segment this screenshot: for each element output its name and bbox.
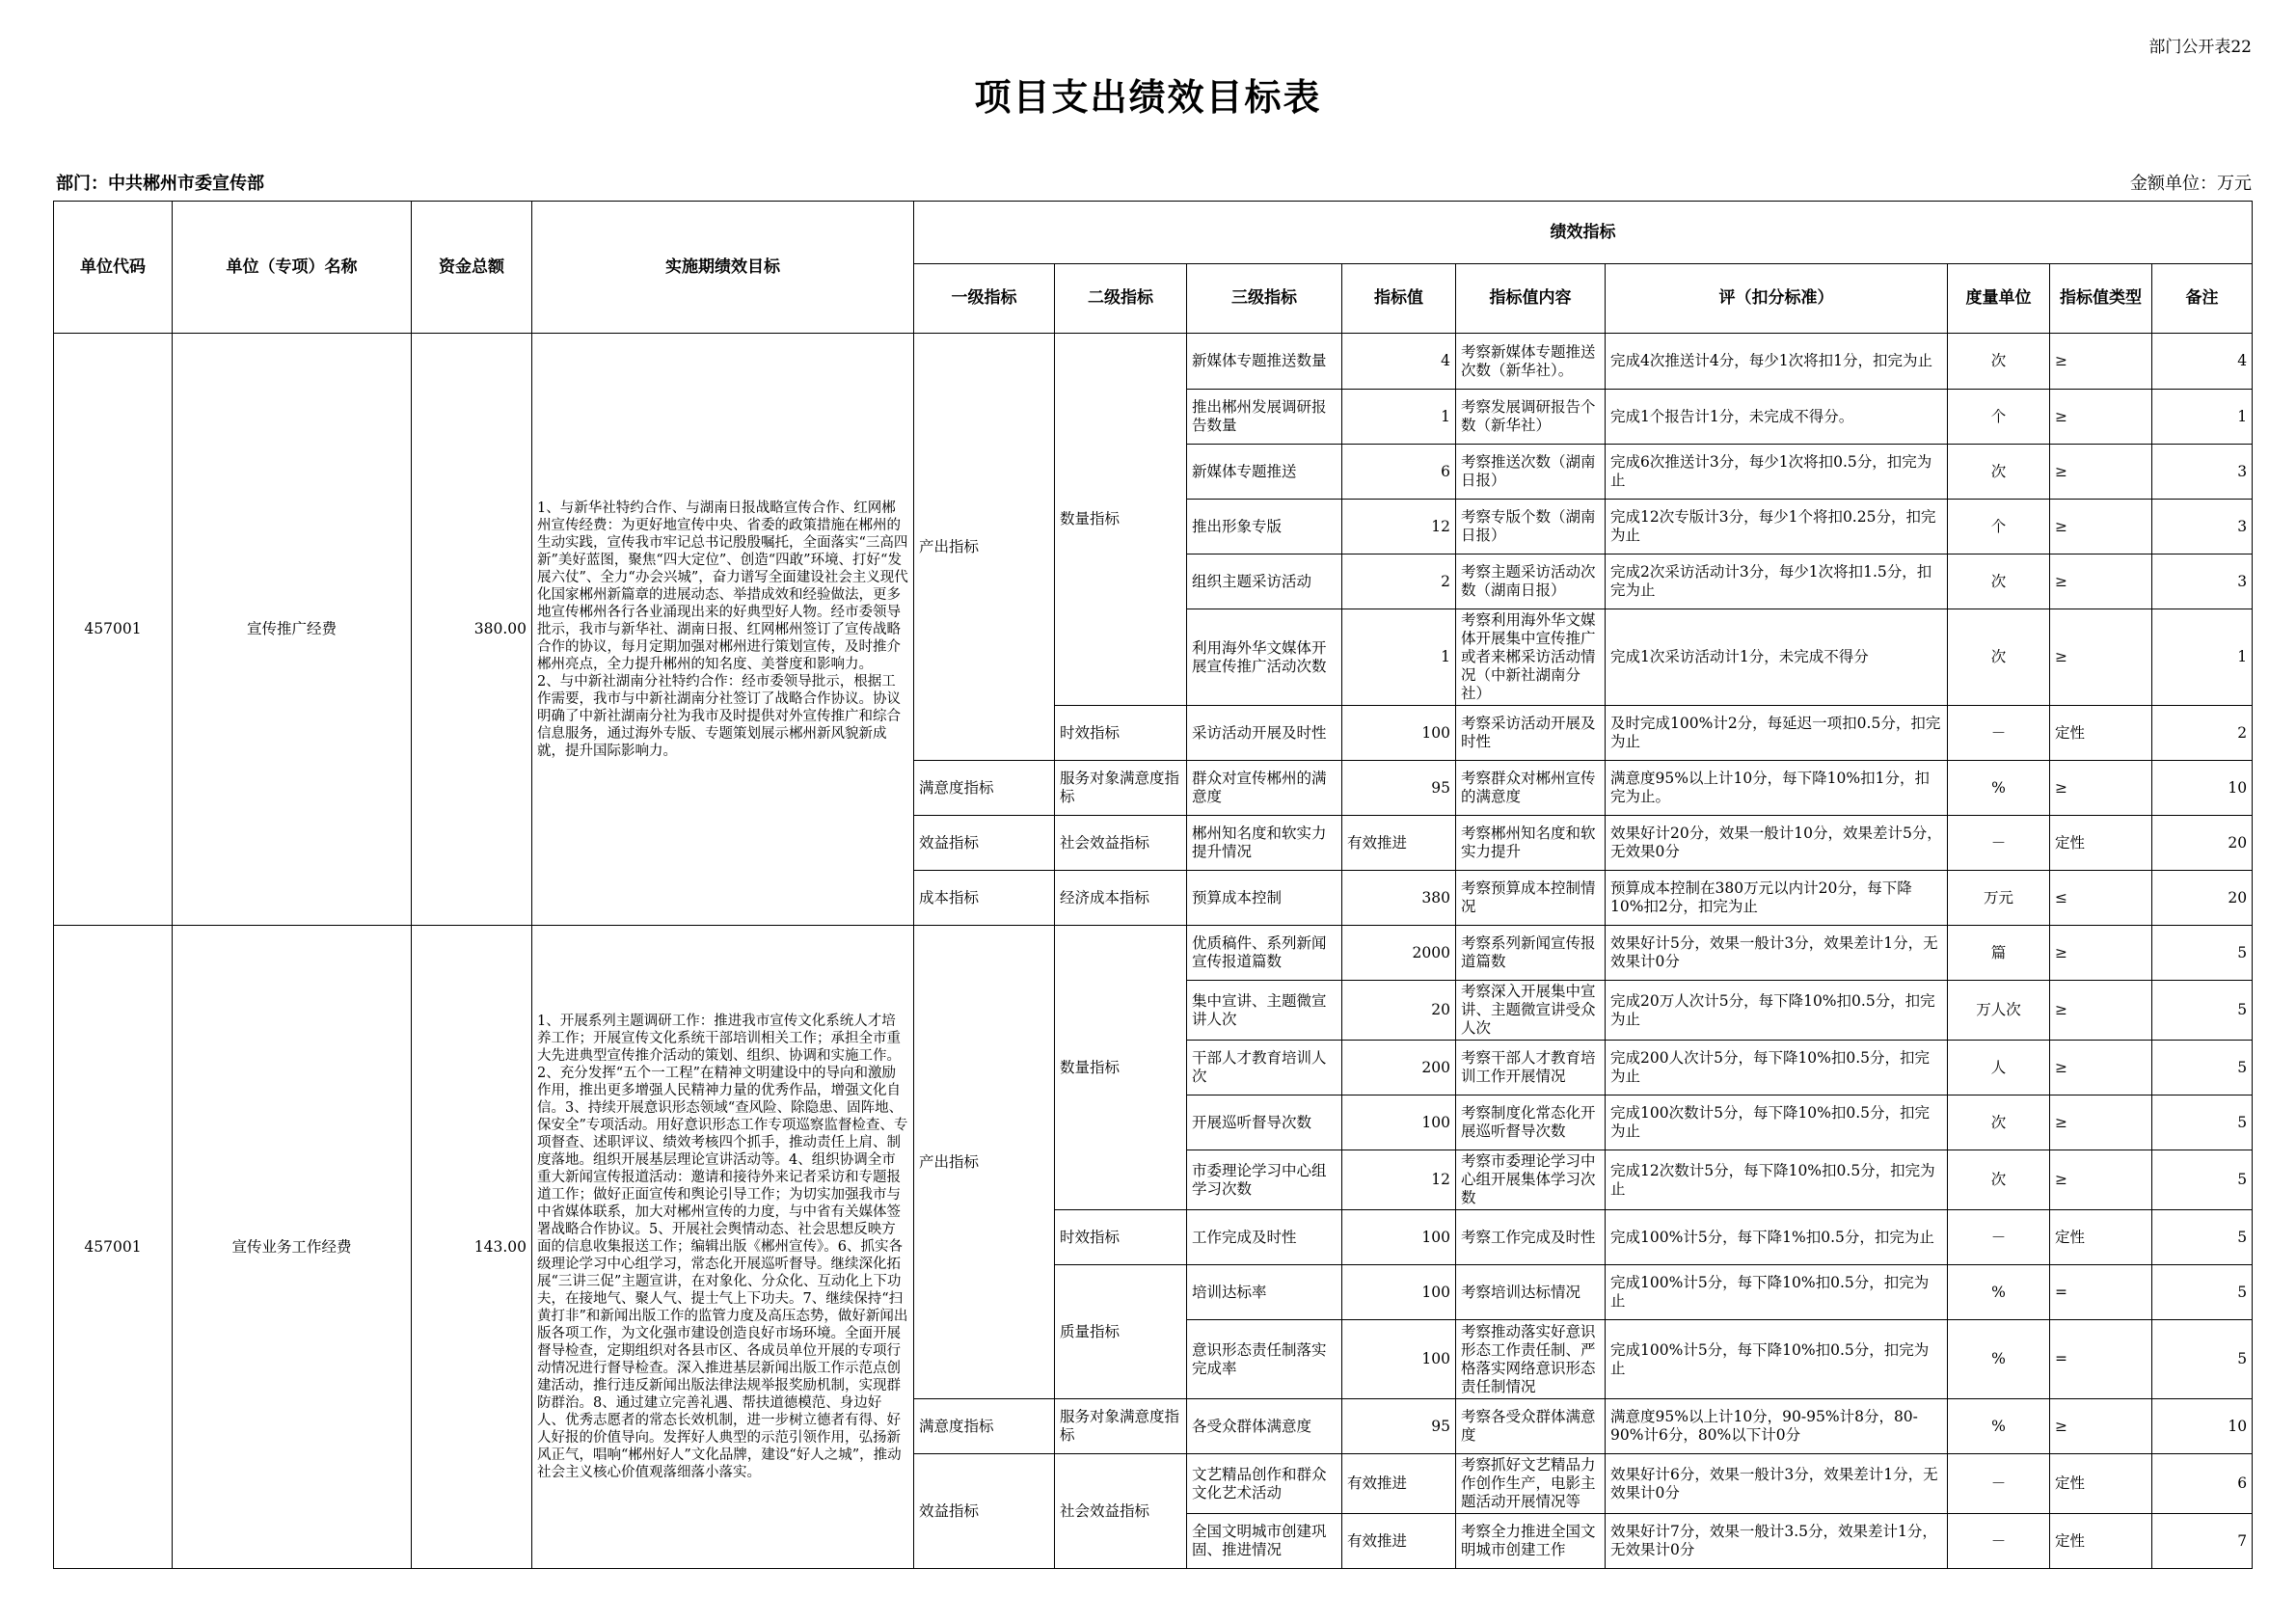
level1-indicator: 满意度指标 bbox=[914, 1399, 1055, 1454]
indicator-value: 12 bbox=[1342, 500, 1456, 555]
indicator-value: 1 bbox=[1342, 390, 1456, 445]
level2-indicator: 服务对象满意度指标 bbox=[1055, 1399, 1187, 1454]
scoring-standard: 及时完成100%计2分，每延迟一项扣0.5分，扣完为止 bbox=[1606, 706, 1948, 761]
page-title: 项目支出绩效目标表 bbox=[974, 76, 1322, 119]
measure-unit: % bbox=[1948, 761, 2050, 816]
indicator-value: 4 bbox=[1342, 334, 1456, 390]
remark: 5 bbox=[2152, 1210, 2253, 1265]
indicator-content: 考察深入开展集中宣讲、主题微宣讲受众人次 bbox=[1456, 981, 1606, 1041]
remark: 4 bbox=[2152, 334, 2253, 390]
value-type: ≥ bbox=[2050, 1150, 2152, 1210]
scoring-standard: 完成100%计5分，每下降10%扣0.5分，扣完为止 bbox=[1606, 1265, 1948, 1320]
level3-indicator: 全国文明城市创建巩固、推进情况 bbox=[1187, 1514, 1342, 1569]
indicator-content: 考察制度化常态化开展巡听督导次数 bbox=[1456, 1096, 1606, 1150]
indicator-value: 100 bbox=[1342, 706, 1456, 761]
remark: 20 bbox=[2152, 816, 2253, 871]
unit-code: 457001 bbox=[54, 926, 173, 1569]
unit-code: 457001 bbox=[54, 334, 173, 926]
unit-label: 金额单位：万元 bbox=[2130, 174, 2252, 194]
scoring-standard: 完成1个报告计1分，未完成不得分。 bbox=[1606, 390, 1948, 445]
scoring-standard: 完成100次数计5分，每下降10%扣0.5分，扣完为止 bbox=[1606, 1096, 1948, 1150]
indicator-content: 考察干部人才教育培训工作开展情况 bbox=[1456, 1041, 1606, 1096]
value-type: 定性 bbox=[2050, 1514, 2152, 1569]
scoring-standard: 完成12次专版计3分，每少1个将扣0.25分，扣完为止 bbox=[1606, 500, 1948, 555]
scoring-standard: 完成20万人次计5分，每下降10%扣0.5分，扣完为止 bbox=[1606, 981, 1948, 1041]
header-unit-code: 单位代码 bbox=[54, 202, 173, 334]
level3-indicator: 预算成本控制 bbox=[1187, 871, 1342, 926]
scoring-standard: 完成1次采访活动计1分，未完成不得分 bbox=[1606, 609, 1948, 706]
remark: 10 bbox=[2152, 1399, 2253, 1454]
measure-unit: 个 bbox=[1948, 500, 2050, 555]
measure-unit: 万元 bbox=[1948, 871, 2050, 926]
value-type: ≥ bbox=[2050, 500, 2152, 555]
level2-indicator: 服务对象满意度指标 bbox=[1055, 761, 1187, 816]
level1-indicator: 满意度指标 bbox=[914, 761, 1055, 816]
level2-indicator: 质量指标 bbox=[1055, 1265, 1187, 1399]
remark: 5 bbox=[2152, 1320, 2253, 1399]
remark: 10 bbox=[2152, 761, 2253, 816]
measure-unit: % bbox=[1948, 1265, 2050, 1320]
indicator-value: 200 bbox=[1342, 1041, 1456, 1096]
indicator-content: 考察各受众群体满意度 bbox=[1456, 1399, 1606, 1454]
value-type: ≥ bbox=[2050, 1399, 2152, 1454]
scoring-standard: 完成6次推送计3分，每少1次将扣0.5分，扣完为止 bbox=[1606, 445, 1948, 500]
indicator-value: 1 bbox=[1342, 609, 1456, 706]
remark: 3 bbox=[2152, 500, 2253, 555]
remark: 6 bbox=[2152, 1454, 2253, 1514]
remark: 3 bbox=[2152, 445, 2253, 500]
indicator-value: 95 bbox=[1342, 1399, 1456, 1454]
value-type: ≥ bbox=[2050, 1096, 2152, 1150]
indicator-value: 2000 bbox=[1342, 926, 1456, 981]
unit-name: 宣传业务工作经费 bbox=[173, 926, 412, 1569]
scoring-standard: 完成100%计5分，每下降1%扣0.5分，扣完为止 bbox=[1606, 1210, 1948, 1265]
indicator-content: 考察群众对郴州宣传的满意度 bbox=[1456, 761, 1606, 816]
indicator-content: 考察推动落实好意识形态工作责任制、严格落实网络意识形态责任制情况 bbox=[1456, 1320, 1606, 1399]
level3-indicator: 文艺精品创作和群众文化艺术活动 bbox=[1187, 1454, 1342, 1514]
indicator-value: 6 bbox=[1342, 445, 1456, 500]
value-type: ≥ bbox=[2050, 390, 2152, 445]
header-perf-indicators: 绩效指标 bbox=[914, 202, 2253, 264]
total-funds: 143.00 bbox=[412, 926, 532, 1569]
remark: 5 bbox=[2152, 1096, 2253, 1150]
level3-indicator: 新媒体专题推送 bbox=[1187, 445, 1342, 500]
level3-indicator: 郴州知名度和软实力提升情况 bbox=[1187, 816, 1342, 871]
value-type: = bbox=[2050, 1320, 2152, 1399]
level3-indicator: 推出郴州发展调研报告数量 bbox=[1187, 390, 1342, 445]
level3-indicator: 新媒体专题推送数量 bbox=[1187, 334, 1342, 390]
remark: 5 bbox=[2152, 1041, 2253, 1096]
indicator-content: 考察推送次数（湖南日报） bbox=[1456, 445, 1606, 500]
header-value-type: 指标值类型 bbox=[2050, 264, 2152, 334]
indicator-value: 95 bbox=[1342, 761, 1456, 816]
measure-unit: － bbox=[1948, 1454, 2050, 1514]
scoring-standard: 完成100%计5分，每下降10%扣0.5分，扣完为止 bbox=[1606, 1320, 1948, 1399]
measure-unit: % bbox=[1948, 1399, 2050, 1454]
level2-indicator: 社会效益指标 bbox=[1055, 816, 1187, 871]
indicator-content: 考察利用海外华文媒体开展集中宣传推广或者来郴采访活动情况（中新社湖南分社） bbox=[1456, 609, 1606, 706]
value-type: 定性 bbox=[2050, 1454, 2152, 1514]
indicator-content: 考察新媒体专题推送次数（新华社）。 bbox=[1456, 334, 1606, 390]
header-level3: 三级指标 bbox=[1187, 264, 1342, 334]
level3-indicator: 组织主题采访活动 bbox=[1187, 555, 1342, 609]
measure-unit: 次 bbox=[1948, 555, 2050, 609]
value-type: ≥ bbox=[2050, 926, 2152, 981]
level3-indicator: 群众对宣传郴州的满意度 bbox=[1187, 761, 1342, 816]
scoring-standard: 满意度95%以上计10分，每下降10%扣1分，扣完为止。 bbox=[1606, 761, 1948, 816]
level3-indicator: 优质稿件、系列新闻宣传报道篇数 bbox=[1187, 926, 1342, 981]
header-scoring: 评（扣分标准） bbox=[1606, 264, 1948, 334]
form-number: 部门公开表22 bbox=[2148, 38, 2252, 57]
measure-unit: 次 bbox=[1948, 334, 2050, 390]
indicator-value: 100 bbox=[1342, 1320, 1456, 1399]
table-row bbox=[54, 334, 2253, 390]
indicator-value: 100 bbox=[1342, 1210, 1456, 1265]
level3-indicator: 开展巡听督导次数 bbox=[1187, 1096, 1342, 1150]
remark: 5 bbox=[2152, 1265, 2253, 1320]
measure-unit: － bbox=[1948, 1210, 2050, 1265]
level2-indicator: 数量指标 bbox=[1055, 926, 1187, 1210]
value-type: ≤ bbox=[2050, 871, 2152, 926]
value-type: ≥ bbox=[2050, 609, 2152, 706]
level2-indicator: 时效指标 bbox=[1055, 1210, 1187, 1265]
measure-unit: 万人次 bbox=[1948, 981, 2050, 1041]
indicator-value: 100 bbox=[1342, 1096, 1456, 1150]
scoring-standard: 完成200人次计5分，每下降10%扣0.5分，扣完为止 bbox=[1606, 1041, 1948, 1096]
performance-goal: 1、开展系列主题调研工作：推进我市宣传文化系统人才培养工作；开展宣传文化系统干部培训相关工作；承担全市重大先进典型宣传推介活动的策划、组织、协调和实施工作。2、充分发挥“五个一工程”在精神文明建设中的导向和激励作用，推出更多增强人民精神力量的优秀作品，增强文化自信。3、持续开展意识形态领域“查风险、除隐患、固阵地、保安全”专项活动。用好意识形态工作专项巡察监督检查、专项督查、述职评议、绩效考核四个抓手，推动责任上肩、制度落地。组织开展基层理论宣讲活动等。4、组织协调全市重大新闻宣传报道活动：邀请和接待外来记者采访和专题报道工作；做好正面宣传和舆论引导工作；为切实加强我市与中省媒体联系，加大对郴州宣传的力度，与中省有关媒体签署战略合作协议。5、开展社会舆情动态、社会思想反映方面的信息收集报送工作；编辑出版《郴州宣传》。6、抓实各级理论学习中心组学习，常态化开展巡听督导。继续深化拓展“三讲三促”主题宣讲，在对象化、分众化、互动化上下功夫，在接地气、聚人气、提士气上下功夫。7、继续保持“扫黄打非”和新闻出版工作的监管力度及高压态势，做好新闻出版各项工作，为文化强市建设创造良好市场环境。全面开展督导检查，定期组织对各县市区、各成员单位开展的专项行动情况进行督导检查。深入推进基层新闻出版工作示范点创建活动，推行违反新闻出版法律法规举报奖励机制，实现群防群治。8、通过建立完善礼遇、帮扶道德模范、身边好人、优秀志愿者的常态长效机制，进一步树立德者有得、好人好报的价值导向。发挥好人典型的示范引领作用，弘扬新风正气，唱响“郴州好人”文化品牌，建设“好人之城”，推动社会主义核心价值观落细落小落实。 bbox=[532, 926, 914, 1569]
level3-indicator: 干部人才教育培训人次 bbox=[1187, 1041, 1342, 1096]
header-goal: 实施期绩效目标 bbox=[532, 202, 914, 334]
scoring-standard: 预算成本控制在380万元以内计20分，每下降10%扣2分，扣完为止 bbox=[1606, 871, 1948, 926]
indicator-value: 12 bbox=[1342, 1150, 1456, 1210]
value-type: ≥ bbox=[2050, 555, 2152, 609]
level3-indicator: 市委理论学习中心组学习次数 bbox=[1187, 1150, 1342, 1210]
level1-indicator: 产出指标 bbox=[914, 926, 1055, 1399]
measure-unit: 次 bbox=[1948, 609, 2050, 706]
measure-unit: 次 bbox=[1948, 1150, 2050, 1210]
value-type: ≥ bbox=[2050, 445, 2152, 500]
level2-indicator: 社会效益指标 bbox=[1055, 1454, 1187, 1569]
measure-unit: 人 bbox=[1948, 1041, 2050, 1096]
header-content: 指标值内容 bbox=[1456, 264, 1606, 334]
indicator-content: 考察系列新闻宣传报道篇数 bbox=[1456, 926, 1606, 981]
scoring-standard: 效果好计6分，效果一般计3分，效果差计1分，无效果计0分 bbox=[1606, 1454, 1948, 1514]
value-type: 定性 bbox=[2050, 1210, 2152, 1265]
indicator-value: 有效推进 bbox=[1342, 1454, 1456, 1514]
header-remark: 备注 bbox=[2152, 264, 2253, 334]
indicator-value: 2 bbox=[1342, 555, 1456, 609]
remark: 5 bbox=[2152, 981, 2253, 1041]
measure-unit: － bbox=[1948, 816, 2050, 871]
scoring-standard: 效果好计7分，效果一般计3.5分，效果差计1分，无效果计0分 bbox=[1606, 1514, 1948, 1569]
indicator-value: 100 bbox=[1342, 1265, 1456, 1320]
level1-indicator: 效益指标 bbox=[914, 816, 1055, 871]
level3-indicator: 采访活动开展及时性 bbox=[1187, 706, 1342, 761]
indicator-content: 考察抓好文艺精品力作创作生产，电影主题活动开展情况等 bbox=[1456, 1454, 1606, 1514]
indicator-content: 考察采访活动开展及时性 bbox=[1456, 706, 1606, 761]
scoring-standard: 完成2次采访活动计3分，每少1次将扣1.5分，扣完为止 bbox=[1606, 555, 1948, 609]
performance-table bbox=[53, 201, 2253, 1569]
remark: 5 bbox=[2152, 1150, 2253, 1210]
indicator-content: 考察预算成本控制情况 bbox=[1456, 871, 1606, 926]
level2-indicator: 时效指标 bbox=[1055, 706, 1187, 761]
remark: 7 bbox=[2152, 1514, 2253, 1569]
indicator-content: 考察主题采访活动次数（湖南日报） bbox=[1456, 555, 1606, 609]
indicator-value: 20 bbox=[1342, 981, 1456, 1041]
table-body bbox=[54, 334, 2253, 1569]
value-type: ≥ bbox=[2050, 334, 2152, 390]
scoring-standard: 效果好计5分，效果一般计3分，效果差计1分，无效果计0分 bbox=[1606, 926, 1948, 981]
indicator-content: 考察专版个数（湖南日报） bbox=[1456, 500, 1606, 555]
indicator-content: 考察市委理论学习中心组开展集体学习次数 bbox=[1456, 1150, 1606, 1210]
measure-unit: % bbox=[1948, 1320, 2050, 1399]
measure-unit: 次 bbox=[1948, 445, 2050, 500]
indicator-content: 考察全力推进全国文明城市创建工作 bbox=[1456, 1514, 1606, 1569]
scoring-standard: 满意度95%以上计10分，90-95%计8分，80-90%计6分，80%以下计0分 bbox=[1606, 1399, 1948, 1454]
header-level1: 一级指标 bbox=[914, 264, 1055, 334]
level3-indicator: 工作完成及时性 bbox=[1187, 1210, 1342, 1265]
value-type: = bbox=[2050, 1265, 2152, 1320]
remark: 2 bbox=[2152, 706, 2253, 761]
scoring-standard: 完成12次数计5分，每下降10%扣0.5分，扣完为止 bbox=[1606, 1150, 1948, 1210]
indicator-value: 有效推进 bbox=[1342, 816, 1456, 871]
measure-unit: － bbox=[1948, 706, 2050, 761]
value-type: 定性 bbox=[2050, 816, 2152, 871]
measure-unit: 篇 bbox=[1948, 926, 2050, 981]
value-type: ≥ bbox=[2050, 981, 2152, 1041]
total-funds: 380.00 bbox=[412, 334, 532, 926]
level1-indicator: 成本指标 bbox=[914, 871, 1055, 926]
remark: 20 bbox=[2152, 871, 2253, 926]
measure-unit: － bbox=[1948, 1514, 2050, 1569]
level3-indicator: 利用海外华文媒体开展宣传推广活动次数 bbox=[1187, 609, 1342, 706]
indicator-content: 考察工作完成及时性 bbox=[1456, 1210, 1606, 1265]
scoring-standard: 完成4次推送计4分，每少1次将扣1分，扣完为止 bbox=[1606, 334, 1948, 390]
department-label: 部门：中共郴州市委宣传部 bbox=[56, 174, 264, 194]
level2-indicator: 数量指标 bbox=[1055, 334, 1187, 706]
level3-indicator: 推出形象专版 bbox=[1187, 500, 1342, 555]
unit-name: 宣传推广经费 bbox=[173, 334, 412, 926]
level3-indicator: 集中宣讲、主题微宣讲人次 bbox=[1187, 981, 1342, 1041]
remark: 1 bbox=[2152, 609, 2253, 706]
header-measure-unit: 度量单位 bbox=[1948, 264, 2050, 334]
value-type: ≥ bbox=[2050, 1041, 2152, 1096]
level2-indicator: 经济成本指标 bbox=[1055, 871, 1187, 926]
remark: 5 bbox=[2152, 926, 2253, 981]
indicator-content: 考察发展调研报告个数（新华社） bbox=[1456, 390, 1606, 445]
measure-unit: 个 bbox=[1948, 390, 2050, 445]
level3-indicator: 各受众群体满意度 bbox=[1187, 1399, 1342, 1454]
header-unit-name: 单位（专项）名称 bbox=[173, 202, 412, 334]
level1-indicator: 产出指标 bbox=[914, 334, 1055, 761]
value-type: ≥ bbox=[2050, 761, 2152, 816]
header-value: 指标值 bbox=[1342, 264, 1456, 334]
scoring-standard: 效果好计20分，效果一般计10分，效果差计5分，无效果0分 bbox=[1606, 816, 1948, 871]
level3-indicator: 培训达标率 bbox=[1187, 1265, 1342, 1320]
header-level2: 二级指标 bbox=[1055, 264, 1187, 334]
table-row bbox=[54, 926, 2253, 981]
remark: 3 bbox=[2152, 555, 2253, 609]
indicator-content: 考察郴州知名度和软实力提升 bbox=[1456, 816, 1606, 871]
level1-indicator: 效益指标 bbox=[914, 1454, 1055, 1569]
remark: 1 bbox=[2152, 390, 2253, 445]
indicator-content: 考察培训达标情况 bbox=[1456, 1265, 1606, 1320]
level3-indicator: 意识形态责任制落实完成率 bbox=[1187, 1320, 1342, 1399]
measure-unit: 次 bbox=[1948, 1096, 2050, 1150]
indicator-value: 有效推进 bbox=[1342, 1514, 1456, 1569]
value-type: 定性 bbox=[2050, 706, 2152, 761]
header-total-funds: 资金总额 bbox=[412, 202, 532, 334]
indicator-value: 380 bbox=[1342, 871, 1456, 926]
performance-goal: 1、与新华社特约合作、与湖南日报战略宣传合作、红网郴州宣传经费：为更好地宣传中央、省委的政策措施在郴州的生动实践，宣传我市牢记总书记殷殷嘱托，全面落实“三高四新”美好蓝图，聚焦“四大定位”、创造“四敢”环境、打好“发展六仗”、全力“办会兴城”，奋力谱写全面建设社会主义现代化国家郴州新篇章的进展动态、举措成效和经验做法，更多地宣传郴州各行各业涌现出来的好典型好人物。经市委领导批示，我市与新华社、湖南日报、红网郴州签订了宣传战略合作的协议，每月定期加强对郴州进行策划宣传，及时推介郴州亮点，全力提升郴州的知名度、美誉度和影响力。 2、与中新社湖南分社特约合作：经市委领导批示，根据工作需要，我市与中新社湖南分社签订了战略合作协议。协议明确了中新社湖南分社为我市及时提供对外宣传推广和综合信息服务，通过海外专版、专题策划展示郴州新风貌新成就，提升国际影响力。 bbox=[532, 334, 914, 926]
